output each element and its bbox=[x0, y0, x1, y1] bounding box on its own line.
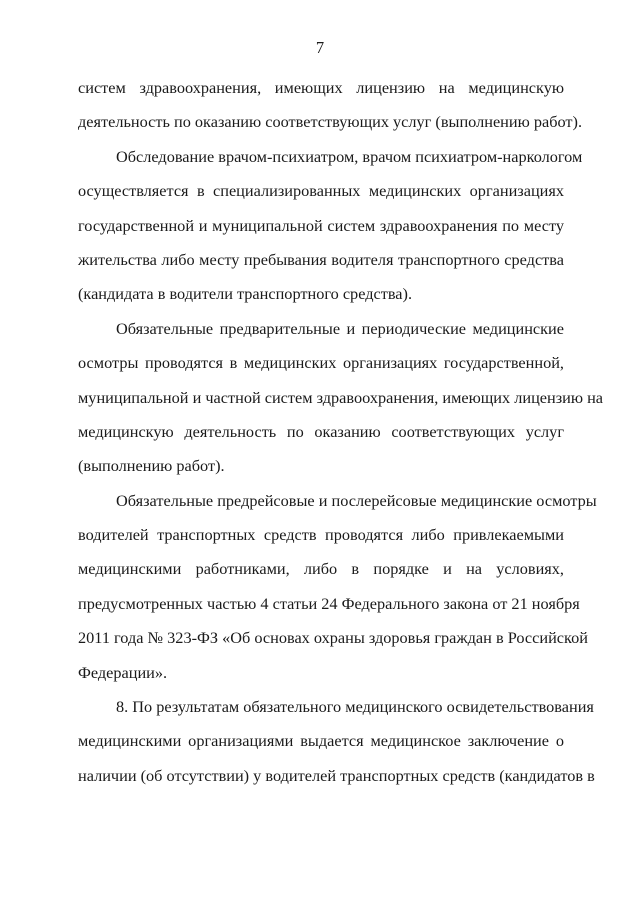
paragraph bbox=[78, 690, 595, 793]
text-line: медицинскую деятельность по оказанию соответствующих услуг bbox=[78, 421, 564, 441]
paragraph bbox=[78, 71, 583, 140]
text-line: муниципальной и частной систем здравоохранения, имеющих лицензию на bbox=[78, 387, 604, 407]
text-line: медицинскими работниками, либо в порядке и на условиях, bbox=[78, 559, 564, 579]
text-line: медицинскими организациями выдается медицинское заключение о bbox=[78, 731, 564, 751]
text-line: 2011 года № 323-ФЗ «Об основах охраны здоровья граждан в Российской bbox=[78, 628, 588, 648]
text-line: Обязательные предрейсовые и послерейсовые медицинские осмотры bbox=[116, 490, 597, 510]
text-line: наличии (об отсутствии) у водителей транспортных средств (кандидатов в bbox=[78, 765, 595, 785]
text-line: жительства либо месту пребывания водителя транспортного средства bbox=[78, 249, 564, 269]
text-line: водителей транспортных средств проводятся либо привлекаемыми bbox=[78, 525, 564, 545]
paragraph bbox=[78, 140, 583, 312]
text-line: осуществляется в специализированных медицинских организациях bbox=[78, 181, 564, 201]
text-line: осмотры проводятся в медицинских организациях государственной, bbox=[78, 353, 564, 373]
text-line: Федерации». bbox=[78, 662, 168, 682]
text-line: (выполнению работ). bbox=[78, 456, 225, 476]
text-line: деятельность по оказанию соответствующих услуг (выполнению работ). bbox=[78, 112, 583, 132]
paragraph bbox=[78, 484, 597, 690]
page-number: 7 bbox=[315, 38, 325, 57]
text-line: 8. По результатам обязательного медицинского освидетельствования bbox=[116, 697, 594, 717]
text-line: систем здравоохранения, имеющих лицензию на медицинскую bbox=[78, 78, 564, 97]
text-line: Обследование врачом-психиатром, врачом психиатром-наркологом bbox=[116, 146, 583, 166]
text-line: (кандидата в водители транспортного средства). bbox=[78, 284, 413, 304]
document-body bbox=[78, 71, 604, 793]
paragraph bbox=[78, 312, 604, 484]
text-line: государственной и муниципальной систем здравоохранения по месту bbox=[78, 215, 564, 235]
text-line: Обязательные предварительные и периодические медицинские bbox=[116, 318, 564, 338]
text-line: предусмотренных частью 4 статьи 24 Федерального закона от 21 ноября bbox=[78, 593, 580, 613]
